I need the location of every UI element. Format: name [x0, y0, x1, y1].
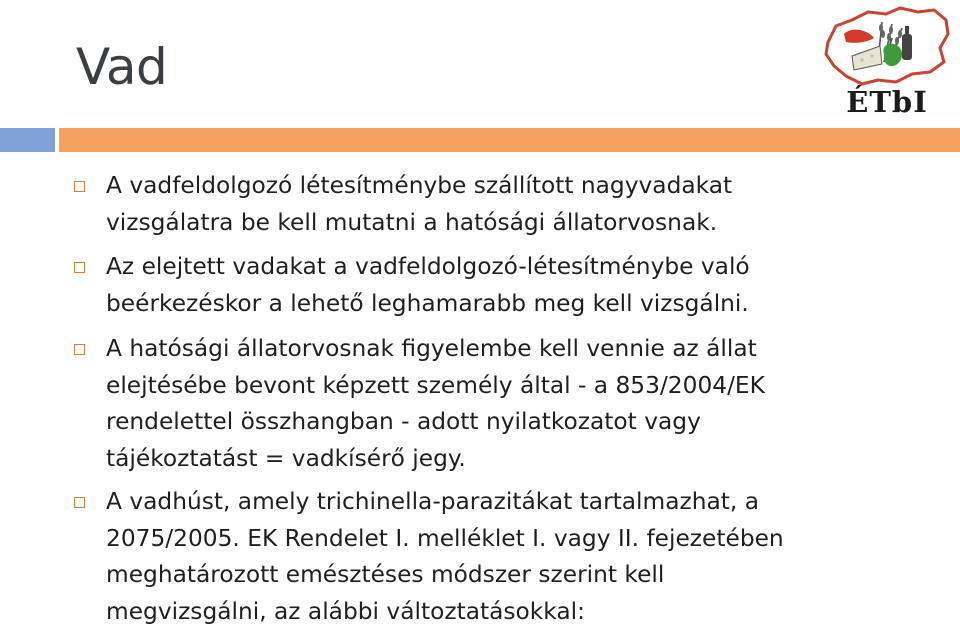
square-bullet-icon [74, 262, 85, 273]
bullet-item [106, 331, 906, 477]
bullet-item [106, 484, 906, 627]
bullet-item [106, 249, 906, 322]
accent-bar-blue [0, 128, 55, 152]
bullet-item [106, 168, 906, 241]
etbi-logo [822, 4, 952, 122]
accent-bar-orange [59, 128, 960, 152]
bullet-text: A hatósági állatorvosnak figyelembe kell vennie az állat elejtésébe bevont képzett személy által - a 853/2004/EK rendelettel összhangban - adott nyilatkozatot vagy tájékoztatást = vadkísérő jegy. [106, 335, 765, 472]
square-bullet-icon [74, 181, 85, 192]
square-bullet-icon [74, 344, 85, 355]
logo-text: ÉTbI [846, 85, 928, 119]
square-bullet-icon [74, 497, 85, 508]
slide-title: Vad [76, 38, 168, 96]
bullet-text: A vadfeldolgozó létesítménybe szállított nagyvadakat vizsgálatra be kell mutatni a hatósági állatorvosnak. [106, 172, 733, 236]
bullet-text: Az elejtett vadakat a vadfeldolgozó-létesítménybe való beérkezéskor a lehető leghamarabb meg kell vizsgálni. [106, 253, 750, 317]
bullet-text: A vadhúst, amely trichinella-parazitákat tartalmazhat, a 2075/2005. EK Rendelet I. melléklet I. vagy II. fejezetében meghatározott emésztéses módszer szerint kell megvizsgálni, az alábbi változtatásokkal: [106, 488, 784, 625]
logo-emblem-icon [822, 4, 952, 88]
